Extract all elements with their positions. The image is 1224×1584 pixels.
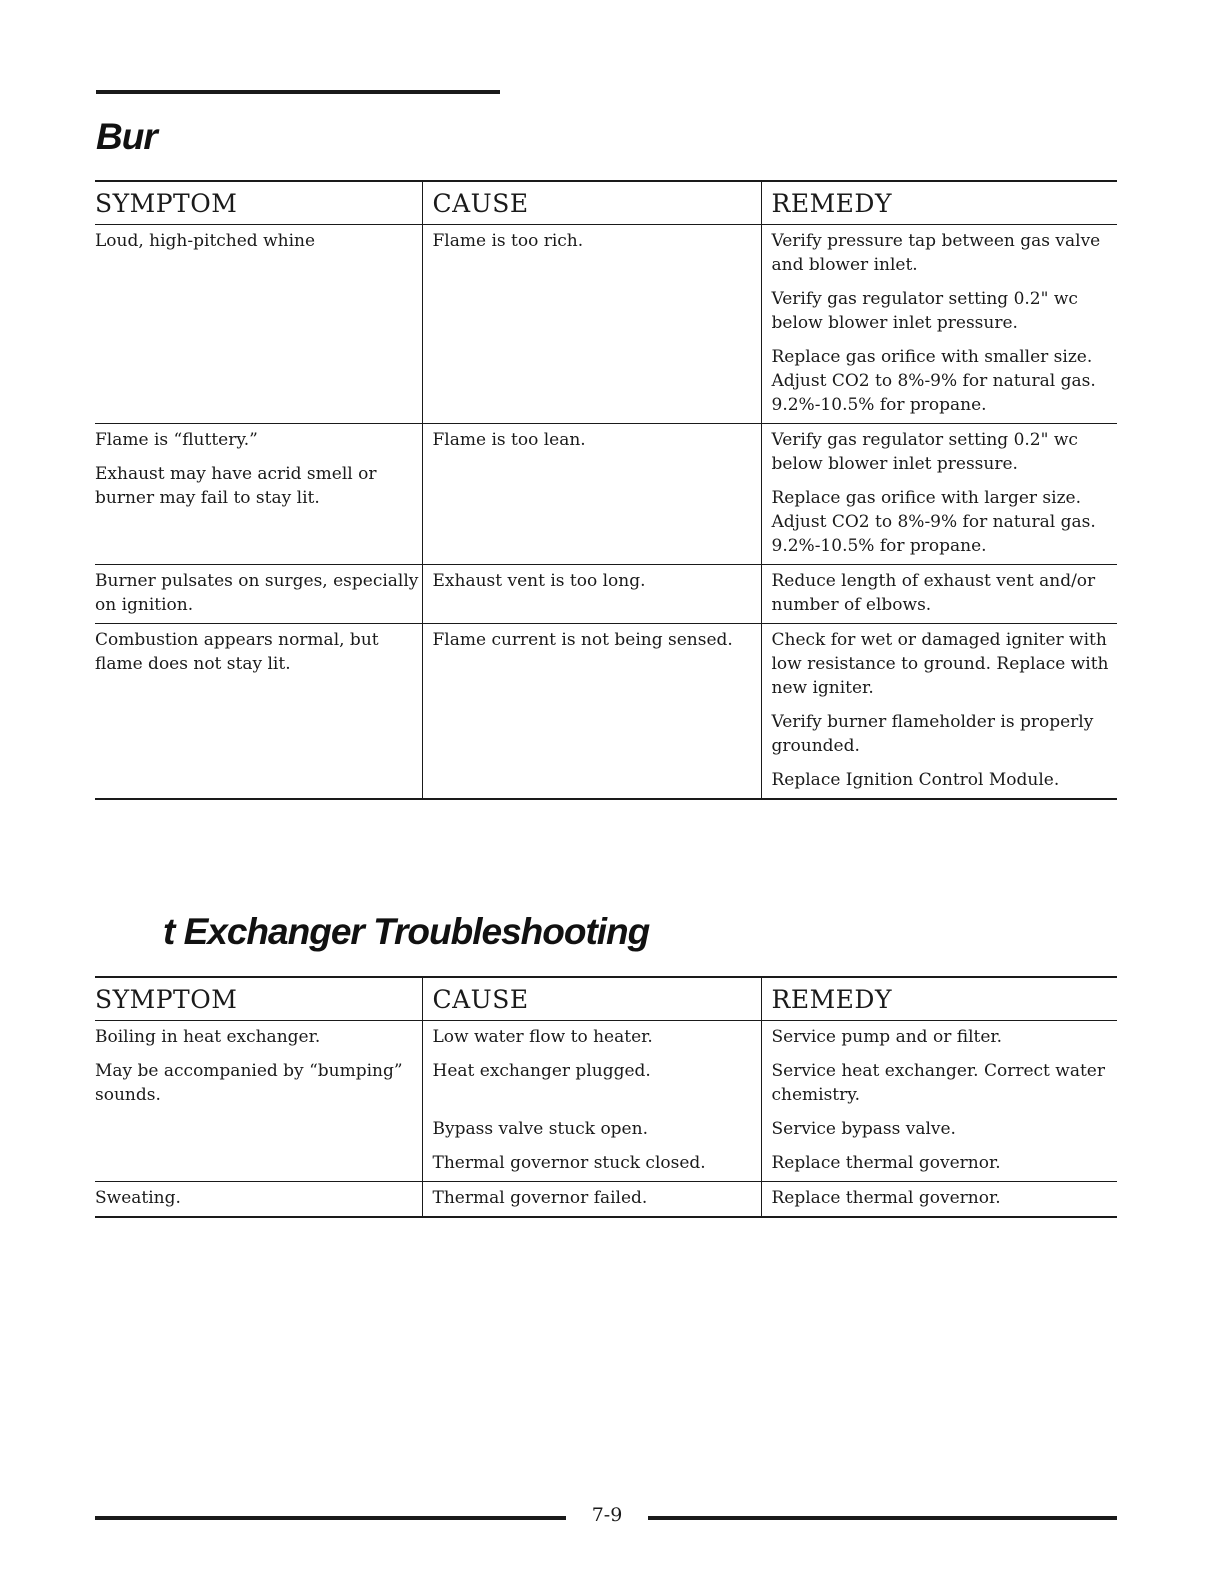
remedy-text: Replace thermal governor.	[771, 1188, 1001, 1208]
symptom-text: Sweating.	[95, 1188, 181, 1208]
remedy-cell	[761, 565, 1117, 624]
remedy-text: Check for wet or damaged igniter with low resistance to ground. Replace with new igniter.	[771, 630, 1109, 698]
header-cause: CAUSE	[422, 181, 761, 225]
symptom-text: May be accompanied by “bumping” sounds.	[95, 1061, 403, 1105]
remedy-text: Verify burner flameholder is properly grounded.	[771, 712, 1094, 756]
cause-cell	[422, 1182, 761, 1218]
table-row	[95, 1182, 1117, 1218]
symptom-text: Combustion appears normal, but flame does not stay lit.	[95, 630, 379, 674]
symptom-cell	[95, 225, 422, 424]
remedy-cell	[761, 1021, 1117, 1182]
remedy-text: Replace Ignition Control Module.	[771, 770, 1060, 790]
remedy-cell	[761, 225, 1117, 424]
header-remedy: REMEDY	[761, 977, 1117, 1021]
cause-text: Flame current is not being sensed.	[432, 630, 733, 650]
remedy-text: Verify pressure tap between gas valve and blower inlet.	[771, 231, 1101, 275]
remedy-cell	[761, 1182, 1117, 1218]
remedy-text: Service heat exchanger. Correct water chemistry.	[771, 1061, 1105, 1105]
cause-text: Bypass valve stuck open.	[432, 1119, 648, 1139]
cause-text: Flame is too lean.	[432, 430, 586, 450]
header-symptom: SYMPTOM	[95, 977, 422, 1021]
remedy-text: Replace gas orifice with smaller size. Adjust CO2 to 8%-9% for natural gas. 9.2%-10.5% for propane.	[771, 347, 1096, 415]
section-title-heat-exchanger: t Exchanger Troubleshooting	[163, 911, 650, 952]
cause-text: Exhaust vent is too long.	[432, 571, 646, 591]
remedy-text: Verify gas regulator setting 0.2" wc below blower inlet pressure.	[771, 289, 1078, 333]
cause-cell	[422, 1021, 761, 1182]
cause-cell	[422, 225, 761, 424]
cause-cell	[422, 624, 761, 800]
top-rule	[96, 90, 500, 94]
cause-text: Flame is too rich.	[432, 231, 584, 251]
cause-cell	[422, 565, 761, 624]
table-header-row	[95, 977, 1117, 1021]
remedy-text: Service pump and or filter.	[771, 1027, 1003, 1047]
table-header-row	[95, 181, 1117, 225]
table-row	[95, 225, 1117, 424]
symptom-cell	[95, 424, 422, 565]
remedy-text: Replace gas orifice with larger size. Adjust CO2 to 8%-9% for natural gas. 9.2%-10.5% for propane.	[771, 488, 1096, 556]
remedy-cell	[761, 624, 1117, 800]
cause-cell	[422, 424, 761, 565]
cause-text: Thermal governor failed.	[432, 1188, 648, 1208]
symptom-text: Boiling in heat exchanger.	[95, 1027, 321, 1047]
header-remedy: REMEDY	[761, 181, 1117, 225]
remedy-text: Replace thermal governor.	[771, 1153, 1001, 1173]
symptom-text: Flame is “fluttery.”	[95, 430, 258, 450]
remedy-text: Verify gas regulator setting 0.2" wc below blower inlet pressure.	[771, 430, 1078, 474]
symptom-cell	[95, 1182, 422, 1218]
cause-text: Low water flow to heater.	[432, 1027, 653, 1047]
table-row	[95, 424, 1117, 565]
heat-exchanger-troubleshooting-table	[95, 976, 1117, 1218]
cause-text: Heat exchanger plugged.	[432, 1061, 651, 1081]
remedy-cell	[761, 424, 1117, 565]
table-row	[95, 1021, 1117, 1182]
symptom-cell	[95, 565, 422, 624]
symptom-cell	[95, 624, 422, 800]
symptom-text: Exhaust may have acrid smell or burner may fail to stay lit.	[95, 464, 377, 508]
footer-rule-right	[648, 1516, 1117, 1520]
header-cause: CAUSE	[422, 977, 761, 1021]
symptom-text: Loud, high-pitched whine	[95, 231, 316, 251]
footer-rule-left	[95, 1516, 566, 1520]
table-row	[95, 565, 1117, 624]
remedy-text: Service bypass valve.	[771, 1119, 956, 1139]
page-number: 7-9	[591, 1504, 623, 1526]
symptom-text: Burner pulsates on surges, especially on ignition.	[95, 571, 419, 615]
header-symptom: SYMPTOM	[95, 181, 422, 225]
symptom-cell	[95, 1021, 422, 1182]
remedy-text: Reduce length of exhaust vent and/or number of elbows.	[771, 571, 1096, 615]
cause-text: Thermal governor stuck closed.	[432, 1153, 706, 1173]
burner-troubleshooting-table	[95, 180, 1117, 800]
table-row	[95, 624, 1117, 800]
section-title-burner: Bur	[96, 116, 157, 157]
